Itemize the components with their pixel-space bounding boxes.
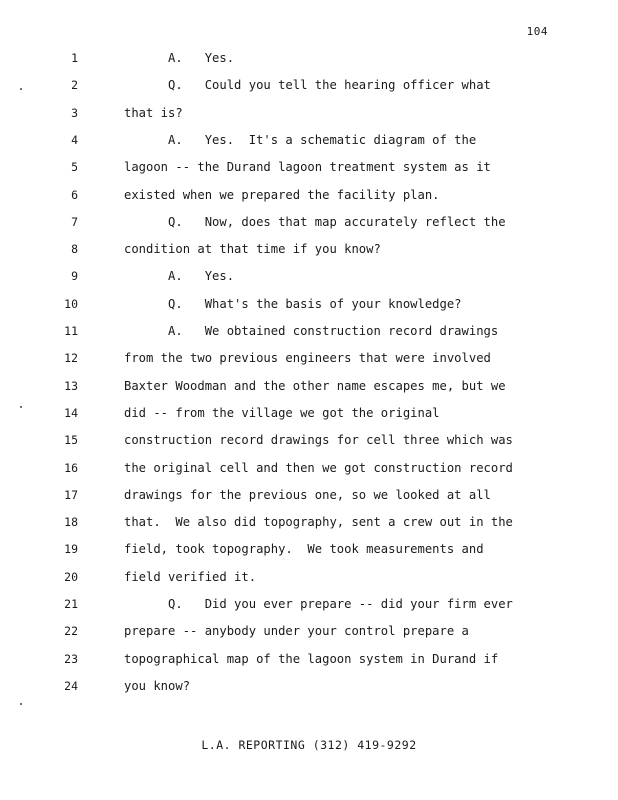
line-text: construction record drawings for cell three which was <box>124 433 513 448</box>
line-number: 17 <box>64 487 78 502</box>
line-text: that. We also did topography, sent a crew out in the <box>124 515 513 530</box>
transcript-line <box>0 458 618 478</box>
transcript-line <box>0 294 618 314</box>
line-number: 7 <box>71 214 78 229</box>
line-number: 9 <box>71 269 78 284</box>
transcript-line <box>0 539 618 559</box>
line-text: that is? <box>124 105 183 120</box>
line-text: Q. Now, does that map accurately reflect the <box>124 214 506 229</box>
line-text: drawings for the previous one, so we looked at all <box>124 487 491 502</box>
scan-mark <box>20 88 22 90</box>
transcript-line <box>0 103 618 123</box>
scan-mark <box>20 703 22 705</box>
line-text: the original cell and then we got construction record <box>124 460 513 475</box>
line-text: prepare -- anybody under your control prepare a <box>124 624 469 639</box>
transcript-line <box>0 48 618 68</box>
line-number: 6 <box>71 187 78 202</box>
line-text: from the two previous engineers that were involved <box>124 351 491 366</box>
transcript-line <box>0 266 618 286</box>
transcript-line <box>0 348 618 368</box>
transcript-line <box>0 130 618 150</box>
line-number: 3 <box>71 105 78 120</box>
line-number: 5 <box>71 160 78 175</box>
transcript-line <box>0 567 618 587</box>
line-text: Q. Could you tell the hearing officer what <box>124 78 491 93</box>
line-number: 19 <box>64 542 78 557</box>
scan-mark <box>20 406 22 408</box>
line-text: Q. What's the basis of your knowledge? <box>124 296 462 311</box>
line-number: 8 <box>71 242 78 257</box>
line-text: A. Yes. It's a schematic diagram of the <box>124 132 477 147</box>
transcript-line <box>0 376 618 396</box>
line-text: A. Yes. <box>124 269 235 284</box>
line-text: field, took topography. We took measurements and <box>124 542 484 557</box>
line-number: 4 <box>71 132 78 147</box>
transcript-line <box>0 157 618 177</box>
transcript-line <box>0 649 618 669</box>
transcript-line <box>0 185 618 205</box>
footer-reporter: L.A. REPORTING (312) 419-9292 <box>201 738 417 752</box>
line-text: lagoon -- the Durand lagoon treatment system as it <box>124 160 491 175</box>
transcript-line <box>0 676 618 696</box>
line-text: condition at that time if you know? <box>124 242 381 257</box>
line-number: 2 <box>71 78 78 93</box>
line-text: did -- from the village we got the original <box>124 405 440 420</box>
line-number: 16 <box>64 460 78 475</box>
transcript-line <box>0 485 618 505</box>
line-number: 14 <box>64 405 78 420</box>
line-number: 12 <box>64 351 78 366</box>
line-text: A. Yes. <box>124 51 235 65</box>
line-text: Q. Did you ever prepare -- did your firm ever <box>124 597 513 611</box>
line-number: 10 <box>64 296 78 311</box>
transcript-line <box>0 594 618 614</box>
line-text: A. We obtained construction record drawings <box>124 324 499 338</box>
transcript-line <box>0 512 618 532</box>
transcript-line <box>0 621 618 641</box>
transcript-line <box>0 403 618 423</box>
transcript-line <box>0 75 618 95</box>
line-text: topographical map of the lagoon system in Durand if <box>124 651 499 666</box>
line-number: 18 <box>64 515 78 530</box>
line-number: 22 <box>64 624 78 639</box>
line-text: you know? <box>124 678 191 693</box>
line-number: 13 <box>64 378 78 393</box>
line-number: 15 <box>64 433 78 448</box>
transcript-line <box>0 321 618 341</box>
line-number: 24 <box>64 678 78 693</box>
line-text: existed when we prepared the facility plan. <box>124 187 440 202</box>
line-number: 21 <box>64 597 78 611</box>
transcript-line <box>0 430 618 450</box>
line-number: 1 <box>71 51 78 65</box>
line-number: 23 <box>64 651 78 666</box>
page-number: 104 <box>526 25 548 38</box>
line-text: field verified it. <box>124 569 257 584</box>
transcript-line <box>0 239 618 259</box>
line-text: Baxter Woodman and the other name escapes me, but we <box>124 378 506 393</box>
transcript-line <box>0 212 618 232</box>
line-number: 11 <box>64 324 78 338</box>
line-number: 20 <box>64 569 78 584</box>
